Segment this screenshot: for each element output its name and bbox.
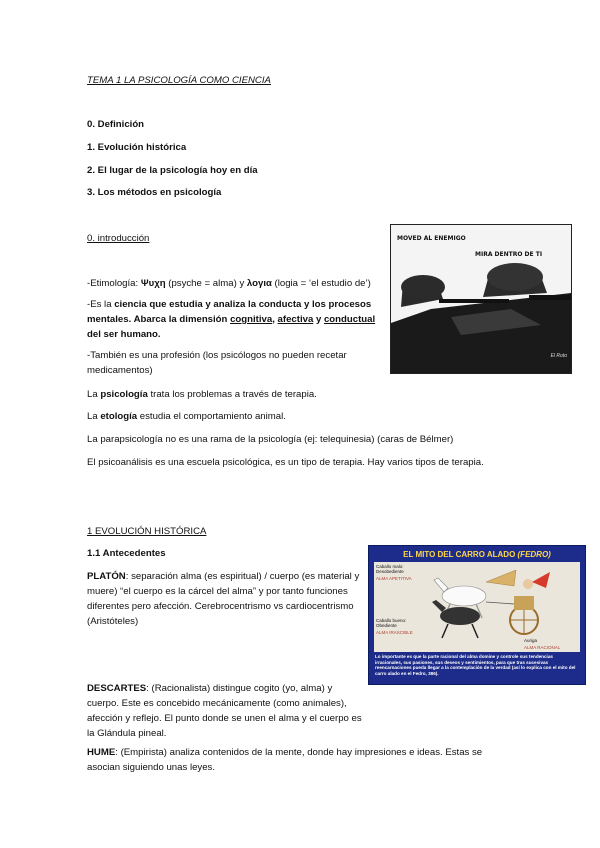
psicoanalisis-line: El psicoanálisis es una escuela psicológica, es un tipo de terapia. Hay varios tipos de terapia. [87,457,484,468]
greek-logia: λογια [246,278,272,289]
etologia-a: La [87,411,101,422]
index-item-metodos: 3. Los métodos en psicología [87,187,222,198]
descartes-name: DESCARTES [87,683,147,694]
cartoon-signature: El Roto [550,353,567,359]
chariot-title [369,550,585,559]
ciencia-text-a: -Es la [87,299,115,310]
subheading-antecedentes: 1.1 Antecedentes [87,548,166,559]
comma: , [272,314,278,325]
tag-alma-racional: ALMA RACIONAL [524,645,561,650]
section-heading-introduccion: 0. introducción [87,233,150,244]
psicologia-a: La [87,389,101,400]
dimension-afectiva: afectiva [277,314,314,325]
etologia-line [87,410,286,423]
chariot-illustration [374,562,580,652]
platon-text: : separación alma (es espiritual) / cuerpo (es material y muere) “el cuerpo es la cárcel del alma” y por tanto funciones diferentes pero afección. Cerebrocentrismo vs cardiocentrismo (Aristóteles) [87,571,360,627]
ciencia-paragraph [87,297,382,342]
speech-bubble-1: MOVED AL ENEMIGO [397,235,466,242]
index-item-evolucion: 1. Evolución histórica [87,142,187,153]
index-item-definicion: 0. Definición [87,119,145,130]
section-heading-evolucion: 1 EVOLUCIÓN HISTÓRICA [87,526,207,537]
etimologia-mid: (psyche = alma) y [165,278,247,289]
chariot-title-a: EL MITO DEL CARRO ALADO [403,550,518,559]
page-title: TEMA 1 LA PSICOLOGÍA COMO CIENCIA [87,75,271,86]
etologia-term: etología [100,411,138,422]
hume-paragraph [87,745,517,775]
speech-bubble-2: MIRA DENTRO DE TI [475,251,543,258]
dimension-cognitiva: cognitiva [230,314,273,325]
label-caballo-malo: Caballo malo: Desobediente [376,564,404,574]
tag-alma-irascible: ALMA IRASCIBLE [376,630,413,635]
descartes-paragraph [87,681,362,741]
soldiers-illustration [391,225,571,373]
label-auriga: Auriga [524,638,538,643]
profesion-paragraph: -También es una profesión (los psicólogos no pueden recetar medicamentos) [87,350,347,376]
etologia-c: estudia el comportamiento animal. [137,411,286,422]
ciencia-end: del ser humano. [87,329,161,340]
etimologia-suffix: (logia = ‘el estudio de’) [271,278,371,289]
descartes-text: : (Racionalista) distingue cogito (yo, alma) y cuerpo. Este es concebido mecánicamente (como animales), afección y reflejo. El punto donde se unen el alma y el cuerpo es la Glándula pineal. [87,683,362,739]
dimension-conductual: conductual [323,314,376,325]
chariot-title-b: (FEDRO) [517,550,551,559]
chariot-caption: Lo importante es que la parte racional del alma domine y controle sus tendencias irracionales, sus pasiones, sus deseos y sentimientos, para que tras sucesivas reencarnaciones pueda llegar a la contemplación de la verdad (así lo explica con el mito del carro alado en el Fedro, 386). [375,654,576,676]
psicologia-term: psicología [100,389,148,400]
ciencia-text-b: ciencia que estudia y analiza la conducta y los procesos mentales. Abarca la dimensión [87,299,372,325]
psicologia-c: trata los problemas a través de terapia. [147,389,317,400]
index-item-lugar: 2. El lugar de la psicología hoy en día [87,165,258,176]
soldiers-cartoon [390,224,572,374]
carro-alado-image [368,545,586,685]
etimologia-prefix: -Etimología: [87,278,141,289]
platon-name: PLATÓN [87,571,126,582]
hume-name: HUME [87,747,116,758]
hume-text: : (Empirista) analiza contenidos de la mente, donde hay impresiones e ideas. Estas se asocian siguiendo unas leyes. [87,747,483,773]
psicologia-line [87,388,317,401]
parapsicologia-line: La parapsicología no es una rama de la psicología (ej: telequinesia) (caras de Bélmer) [87,434,454,445]
greek-psyche: Ψυχη [140,278,166,289]
platon-paragraph [87,569,362,629]
label-caballo-bueno: Caballo bueno: Obediente [376,618,407,628]
tag-alma-apetitiva: ALMA APETITIVA [376,576,412,581]
etimologia-line [87,277,371,290]
conjunction: y [313,314,324,325]
